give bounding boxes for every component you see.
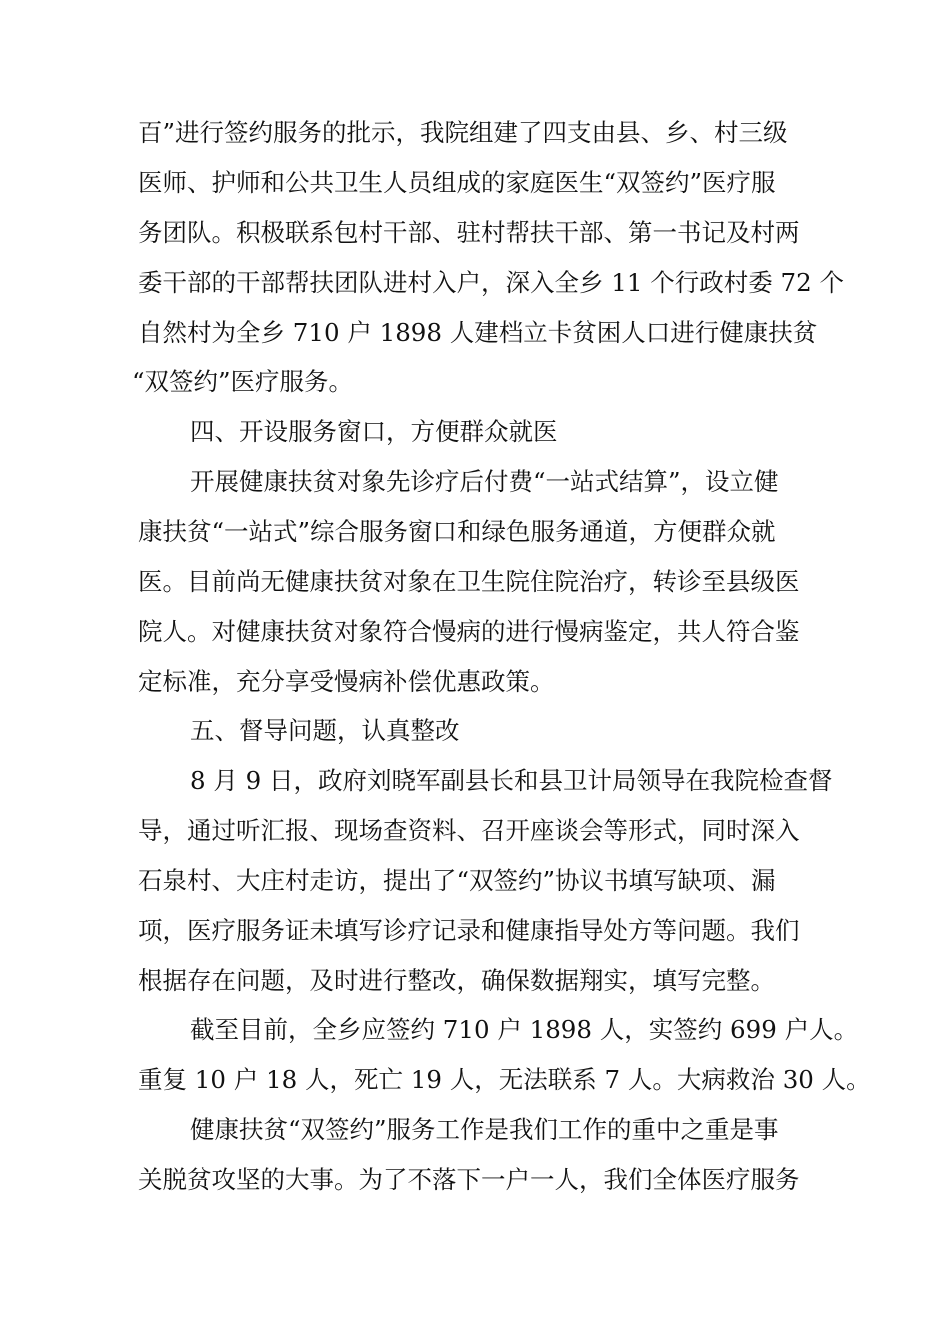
paragraph-line: 医师、护师和公共卫生人员组成的家庭医生“双签约”医疗服: [138, 168, 776, 197]
paragraph-line: 重复 10 户 18 人，死亡 19 人，无法联系 7 人。大病救治 30 人。: [138, 1065, 871, 1094]
paragraph-line: 委干部的干部帮扶团队进村入户，深入全乡 11 个行政村委 72 个: [138, 268, 844, 297]
paragraph-line: “双签约”医疗服务。: [132, 367, 354, 396]
section-heading-4: 四、开设服务窗口，方便群众就医: [190, 417, 558, 446]
paragraph-line: 8 月 9 日，政府刘晓军副县长和县卫计局领导在我院检查督: [190, 766, 833, 795]
paragraph-line: 康扶贫“一站式”综合服务窗口和绿色服务通道，方便群众就: [138, 517, 776, 546]
paragraph-line: 务团队。积极联系包村干部、驻村帮扶干部、第一书记及村两: [138, 218, 800, 247]
paragraph-line: 定标准，充分享受慢病补偿优惠政策。: [138, 667, 555, 696]
paragraph-line: 百”进行签约服务的批示，我院组建了四支由县、乡、村三级: [138, 118, 788, 147]
paragraph-line: 导，通过听汇报、现场查资料、召开座谈会等形式，同时深入: [138, 816, 800, 845]
paragraph-line: 健康扶贫“双签约”服务工作是我们工作的重中之重是事: [190, 1115, 779, 1144]
paragraph-line: 项，医疗服务证未填写诊疗记录和健康指导处方等问题。我们: [138, 916, 800, 945]
paragraph-line: 医。目前尚无健康扶贫对象在卫生院住院治疗，转诊至县级医: [138, 567, 800, 596]
paragraph-line: 开展健康扶贫对象先诊疗后付费“一站式结算”，设立健: [190, 467, 779, 496]
paragraph-line: 自然村为全乡 710 户 1898 人建档立卡贫困人口进行健康扶贫: [138, 318, 818, 347]
paragraph-line: 石泉村、大庄村走访，提出了“双签约”协议书填写缺项、漏: [138, 866, 776, 895]
paragraph-line: 截至目前，全乡应签约 710 户 1898 人，实签约 699 户人。: [190, 1015, 859, 1044]
paragraph-line: 院人。对健康扶贫对象符合慢病的进行慢病鉴定，共人符合鉴: [138, 617, 800, 646]
paragraph-line: 根据存在问题，及时进行整改，确保数据翔实，填写完整。: [138, 966, 775, 995]
section-heading-5: 五、督导问题，认真整改: [190, 716, 460, 745]
paragraph-line: 关脱贫攻坚的大事。为了不落下一户一人，我们全体医疗服务: [138, 1165, 800, 1194]
